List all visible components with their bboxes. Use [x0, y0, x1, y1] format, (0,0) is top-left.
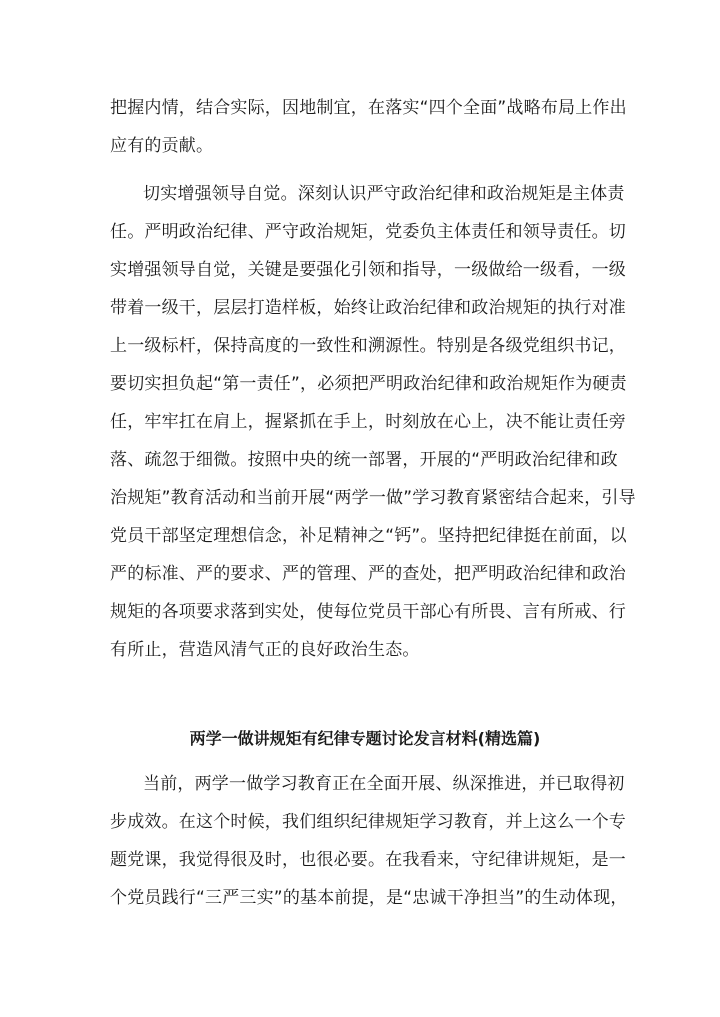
paragraph-line: 个党员践行“三严三实”的基本前提，是“忠诚干净担当”的生动体现，: [110, 888, 628, 908]
paragraph-line: 规矩的各项要求落到实处，使每位党员干部心有所畏、言有所戒、行: [110, 602, 626, 622]
paragraph-line: 带着一级干，层层打造样板，始终让政治纪律和政治规矩的执行对准: [110, 298, 626, 318]
paragraph-line: 党员干部坚定理想信念，补足精神之“钙”。坚持把纪律挺在前面，以: [110, 526, 627, 546]
paragraph-line: 切实增强领导自觉。深刻认识严守政治纪律和政治规矩是主体责: [143, 184, 625, 204]
paragraph-line: 治规矩”教育活动和当前开展“两学一做”学习教育紧密结合起来，引导: [110, 488, 636, 508]
paragraph-line: 落、疏忽于细微。按照中央的统一部署，开展的“严明政治纪律和政: [110, 450, 618, 470]
paragraph-line: 严的标准、严的要求、严的管理、严的查处，把严明政治纪律和政治: [110, 564, 626, 584]
paragraph-line: 当前，两学一做学习教育正在全面开展、纵深推进，并已取得初: [143, 774, 625, 794]
paragraph-line: 上一级标杆，保持高度的一致性和溯源性。特别是各级党组织书记，: [110, 336, 626, 356]
paragraph-line: 题党课，我觉得很及时，也很必要。在我看来，守纪律讲规矩，是一: [110, 850, 626, 870]
paragraph-line: 把握内情，结合实际，因地制宜，在落实“四个全面”战略布局上作出: [110, 98, 627, 118]
paragraph-line: 要切实担负起“第一责任”，必须把严明政治纪律和政治规矩作为硬责: [110, 374, 627, 394]
section-heading: 两学一做讲规矩有纪律专题讨论发言材料(精选篇): [189, 729, 541, 748]
paragraph-line: 实增强领导自觉，关键是要强化引领和指导，一级做给一级看，一级: [110, 260, 626, 280]
paragraph-line: 任。严明政治纪律、严守政治规矩，党委负主体责任和领导责任。切: [110, 222, 626, 242]
paragraph-line: 有所止，营造风清气正的良好政治生态。: [110, 640, 420, 660]
paragraph-line: 步成效。在这个时候，我们组织纪律规矩学习教育，并上这么一个专: [110, 812, 626, 832]
paragraph-line: 任，牢牢扛在肩上，握紧抓在手上，时刻放在心上，决不能让责任旁: [110, 412, 626, 432]
paragraph-line: 应有的贡献。: [110, 136, 214, 156]
